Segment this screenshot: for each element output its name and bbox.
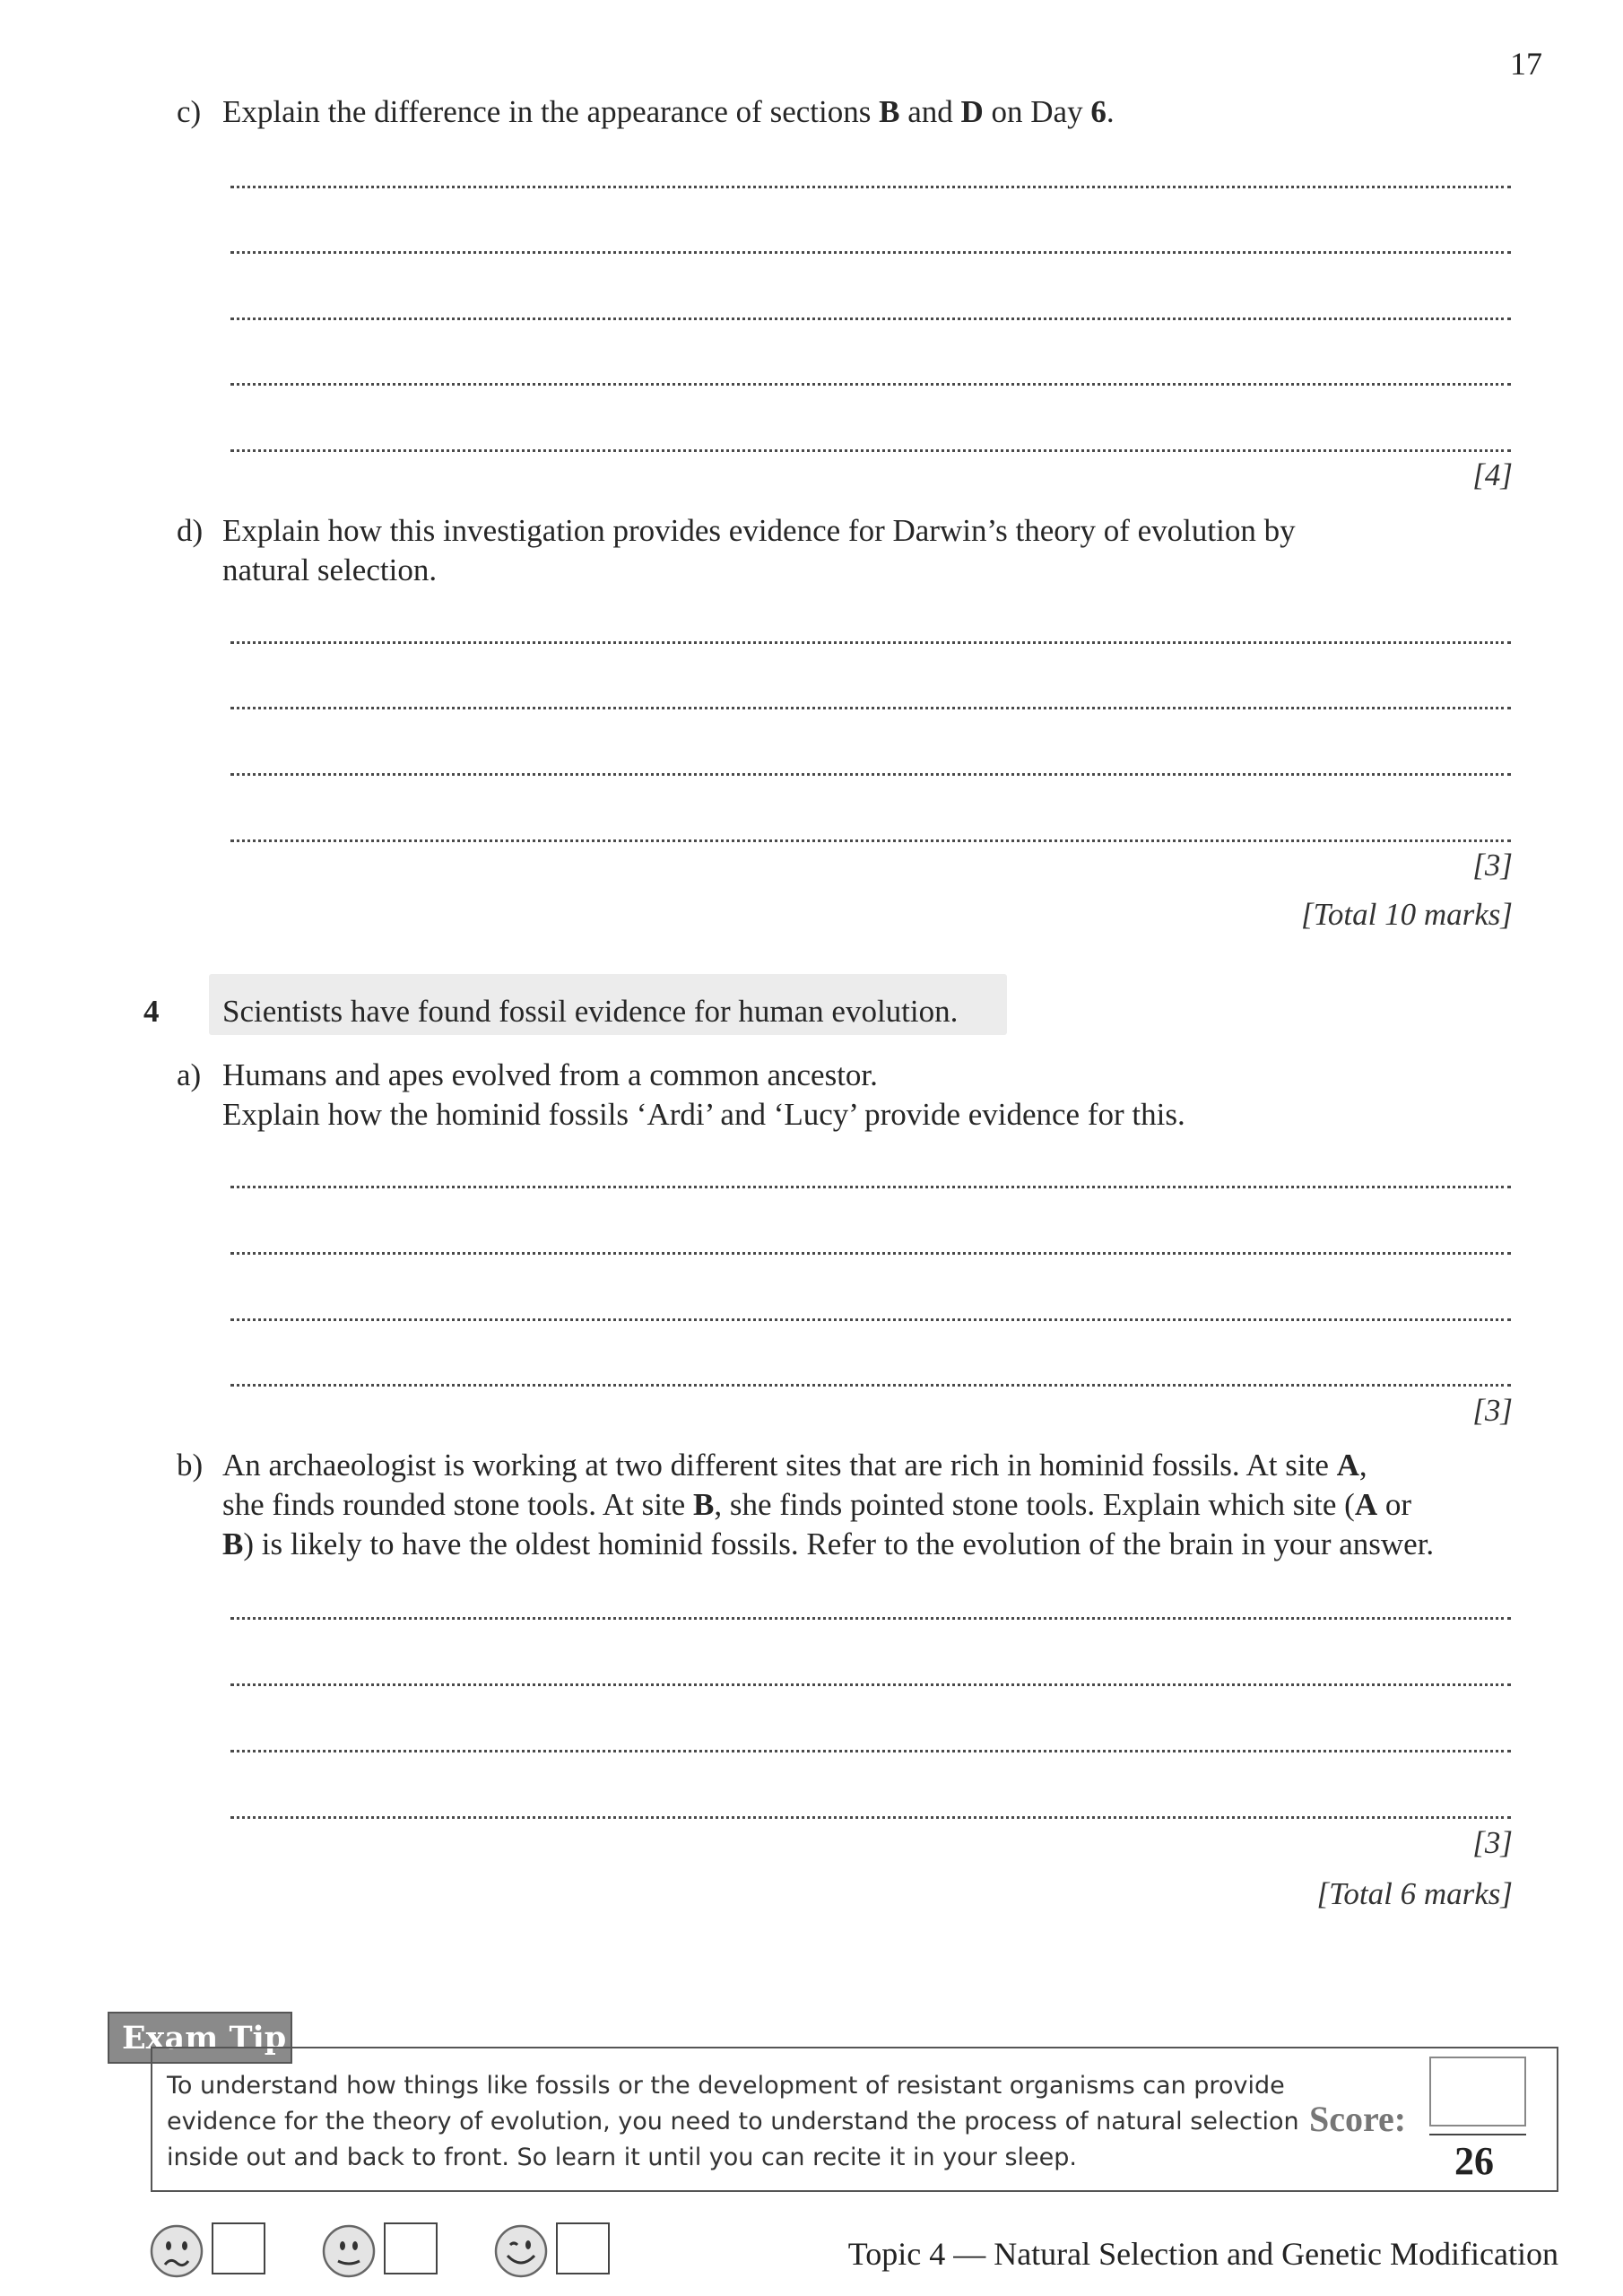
- footer-title: Topic 4 — Natural Selection and Genetic Modification: [847, 2236, 1558, 2272]
- answer-line[interactable]: [230, 1186, 1511, 1188]
- neutral-face-icon: [321, 2223, 377, 2279]
- answer-line[interactable]: [230, 251, 1511, 254]
- question-text-line: An archaeologist is working at two different sites that are rich in hominid fossils. At site A,: [222, 1448, 1367, 1483]
- answer-line[interactable]: [230, 1252, 1511, 1255]
- marks: [4]: [1472, 457, 1513, 492]
- sad-face-icon: [149, 2223, 204, 2279]
- marks: [3]: [1472, 848, 1513, 883]
- answer-line[interactable]: [230, 383, 1511, 386]
- page-number: 17: [1510, 46, 1542, 82]
- answer-line[interactable]: [230, 641, 1511, 644]
- score-total: 26: [1454, 2139, 1494, 2183]
- answer-line[interactable]: [230, 317, 1511, 320]
- exam-tip-text: [167, 2068, 1299, 2176]
- answer-line[interactable]: [230, 839, 1511, 842]
- question-text: Explain the difference in the appearance of sections B and D on Day 6.: [222, 94, 1115, 129]
- exam-tip-box: [151, 2047, 1558, 2192]
- total-marks: [Total 6 marks]: [1316, 1876, 1513, 1911]
- answer-line[interactable]: [230, 707, 1511, 709]
- answer-line[interactable]: [230, 186, 1511, 188]
- self-assessment-sad: [149, 2223, 204, 2283]
- question-text-line: Explain how this investigation provides evidence for Darwin’s theory of evolution by: [222, 513, 1296, 548]
- answer-line[interactable]: [230, 1750, 1511, 1752]
- marks: [3]: [1472, 1825, 1513, 1860]
- question-number: 4: [143, 994, 160, 1029]
- answer-line[interactable]: [230, 1617, 1511, 1620]
- question-label: b): [177, 1448, 204, 1483]
- marks: [3]: [1472, 1393, 1513, 1428]
- question-label: a): [177, 1057, 202, 1092]
- exam-tip-line: inside out and back to front. So learn it until you can recite it in your sleep.: [167, 2144, 1078, 2171]
- answer-line[interactable]: [230, 1816, 1511, 1819]
- self-assessment-checkbox[interactable]: [212, 2222, 265, 2274]
- self-assessment-neutral: [321, 2223, 377, 2283]
- self-assessment-checkbox[interactable]: [556, 2222, 610, 2274]
- exam-tip-line: evidence for the theory of evolution, you need to understand the process of natural selection: [167, 2108, 1299, 2135]
- question-text-line: she finds rounded stone tools. At site B, she finds pointed stone tools. Explain which site (A or: [222, 1487, 1412, 1522]
- question-text-line: Explain how the hominid fossils ‘Ardi’ and ‘Lucy’ provide evidence for this.: [222, 1097, 1185, 1132]
- answer-line[interactable]: [230, 449, 1511, 452]
- total-marks: [Total 10 marks]: [1301, 897, 1513, 932]
- answer-line[interactable]: [230, 1318, 1511, 1321]
- answer-line[interactable]: [230, 773, 1511, 776]
- self-assessment-checkbox[interactable]: [384, 2222, 438, 2274]
- exam-tip-title: Exam Tip: [122, 2020, 287, 2057]
- question-intro: Scientists have found fossil evidence for human evolution.: [222, 994, 959, 1029]
- score-input[interactable]: [1429, 2057, 1526, 2126]
- answer-line[interactable]: [230, 1683, 1511, 1686]
- self-assessment-happy: [493, 2223, 549, 2283]
- answer-line[interactable]: [230, 1384, 1511, 1387]
- question-text-line: Humans and apes evolved from a common ancestor.: [222, 1057, 878, 1092]
- question-label: d): [177, 513, 204, 548]
- question-text-line: natural selection.: [222, 552, 438, 587]
- question-label: c): [177, 94, 202, 129]
- question-text-line: B) is likely to have the oldest hominid fossils. Refer to the evolution of the brain in your answer.: [222, 1526, 1435, 1561]
- question-intro-box: [209, 974, 1007, 1035]
- exam-tip-line: To understand how things like fossils or the development of resistant organisms can provide: [167, 2072, 1285, 2100]
- score-fraction-line: [1429, 2134, 1526, 2135]
- happy-face-icon: [493, 2223, 549, 2279]
- score-label: Score:: [1309, 2099, 1407, 2139]
